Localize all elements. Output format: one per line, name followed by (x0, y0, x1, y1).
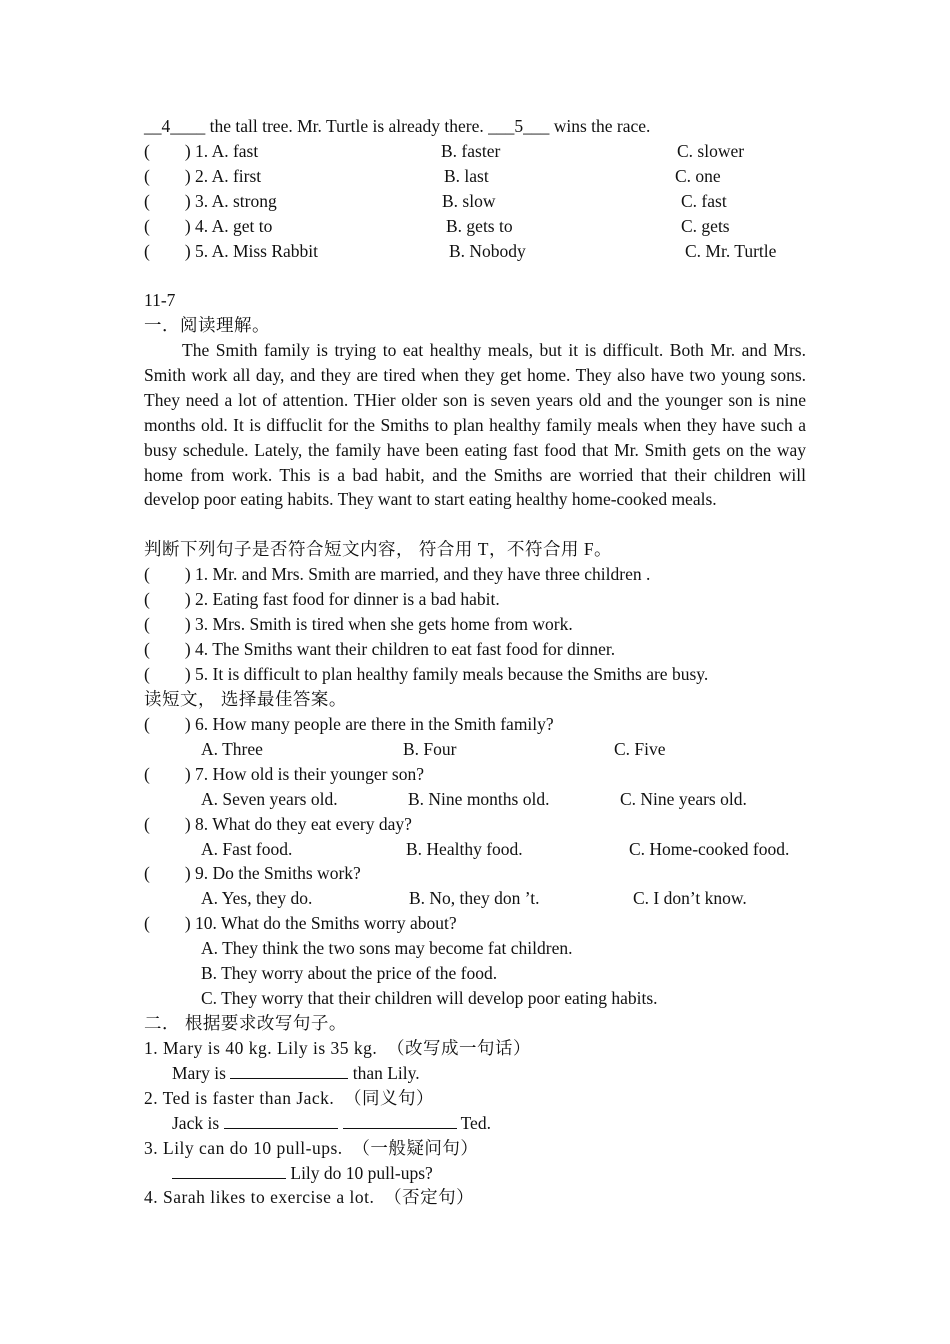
answer-suffix: Ted. (456, 1113, 491, 1133)
blank-5: ___5___ (488, 116, 550, 136)
answer-suffix: than Lily. (348, 1063, 420, 1083)
answer-blank[interactable] (230, 1062, 348, 1079)
tf-question: ( ) 4. The Smiths want their children to eat fast food for dinner. (144, 639, 616, 659)
mc-option-c: C. They worry that their children will develop poor eating habits. (201, 988, 658, 1008)
part1-title: 一．阅读理解。 (144, 315, 270, 335)
rewrite-question: 4. Sarah likes to exercise a lot. （否定句） (144, 1187, 475, 1207)
mc-option-a: A. Three (201, 739, 263, 759)
passage-text: The Smith family is trying to eat healthy meals, but it is difficult. Both Mr. and Mrs. Smith work all day, and they are tired when they get home. They also have two young sons. They need a lot of attention. THier older son is seven years old and the younger son is nine months old. It is diffuclit for the Smiths to plan healthy family meals when they have such a busy schedule. Lately, the family have been eating fast food that Mr. Smith gets on the way home from work. This is a bad habit, and the Smiths are worried that their children will develop poor eating habits. They want to start eating healthy home-cooked meals. (144, 340, 806, 510)
cloze-text-1: the tall tree. Mr. Turtle is already there. (205, 116, 489, 136)
rewrite-question: 1. Mary is 40 kg. Lily is 35 kg. （改写成一句话） (144, 1038, 532, 1058)
cloze-option-c: C. gets (681, 216, 730, 236)
mc-option-a: A. Seven years old. (201, 789, 338, 809)
cloze-question: ( ) 4. A. get to (144, 216, 273, 236)
blank-4: __4____ (144, 116, 206, 136)
answer-prefix: Mary is (172, 1063, 231, 1083)
cloze-option-b: B. faster (441, 141, 501, 161)
rewrite-answer-line (172, 1111, 491, 1135)
answer-blank[interactable] (343, 1112, 457, 1129)
tf-instruction: 判断下列句子是否符合短文内容， 符合用 T，不符合用 F。 (144, 539, 613, 559)
mc-option-c: C. Five (614, 739, 666, 759)
mc-option-c: C. I don’t know. (633, 888, 747, 908)
mc-option-a: A. Yes, they do. (201, 888, 313, 908)
mc-question: ( ) 8. What do they eat every day? (144, 814, 412, 834)
cloze-text-2: wins the race. (549, 116, 651, 136)
cloze-option-b: B. gets to (446, 216, 513, 236)
mc-option-a: A. Fast food. (201, 839, 293, 859)
reading-passage (144, 338, 806, 512)
cloze-question: ( ) 5. A. Miss Rabbit (144, 241, 319, 261)
mc-option-a: A. They think the two sons may become fat children. (201, 938, 573, 958)
answer-suffix: Lily do 10 pull-ups? (286, 1163, 433, 1183)
cloze-question: ( ) 1. A. fast (144, 141, 259, 161)
mc-option-b: B. Four (403, 739, 457, 759)
mc-question: ( ) 10. What do the Smiths worry about? (144, 913, 457, 933)
tf-question: ( ) 1. Mr. and Mrs. Smith are married, and they have three children . (144, 564, 651, 584)
cloze-option-c: C. slower (677, 141, 745, 161)
mc-option-b: B. They worry about the price of the food. (201, 963, 498, 983)
tf-question: ( ) 2. Eating fast food for dinner is a bad habit. (144, 589, 500, 609)
cloze-option-c: C. fast (681, 191, 727, 211)
cloze-passage-line (144, 114, 650, 138)
tf-question: ( ) 5. It is difficult to plan healthy family meals because the Smiths are busy. (144, 664, 709, 684)
mc-question: ( ) 9. Do the Smiths work? (144, 863, 361, 883)
rewrite-question: 3. Lily can do 10 pull-ups. （一般疑问句） (144, 1138, 479, 1158)
answer-blank[interactable] (172, 1162, 286, 1179)
mc-option-c: C. Home-cooked food. (629, 839, 790, 859)
mc-question: ( ) 7. How old is their younger son? (144, 764, 424, 784)
cloze-option-c: C. Mr. Turtle (685, 241, 777, 261)
cloze-question: ( ) 3. A. strong (144, 191, 277, 211)
cloze-option-b: B. slow (442, 191, 496, 211)
cloze-option-c: C. one (675, 166, 721, 186)
rewrite-question: 2. Ted is faster than Jack. （同义句） (144, 1088, 435, 1108)
section-id: 11-7 (144, 290, 176, 310)
mc-option-b: B. Nine months old. (408, 789, 550, 809)
mc-question: ( ) 6. How many people are there in the Smith family? (144, 714, 554, 734)
mc-instruction: 读短文， 选择最佳答案。 (144, 689, 347, 709)
cloze-question: ( ) 2. A. first (144, 166, 262, 186)
tf-question: ( ) 3. Mrs. Smith is tired when she gets home from work. (144, 614, 573, 634)
cloze-option-b: B. Nobody (449, 241, 526, 261)
part2-title: 二． 根据要求改写句子。 (144, 1013, 347, 1033)
cloze-option-b: B. last (444, 166, 489, 186)
mc-option-b: B. Healthy food. (406, 839, 523, 859)
mc-option-c: C. Nine years old. (620, 789, 747, 809)
answer-blank[interactable] (224, 1112, 338, 1129)
rewrite-answer-line (172, 1161, 433, 1185)
mc-option-b: B. No, they don ’t. (409, 888, 540, 908)
rewrite-answer-line (172, 1061, 420, 1085)
answer-prefix: Jack is (172, 1113, 224, 1133)
